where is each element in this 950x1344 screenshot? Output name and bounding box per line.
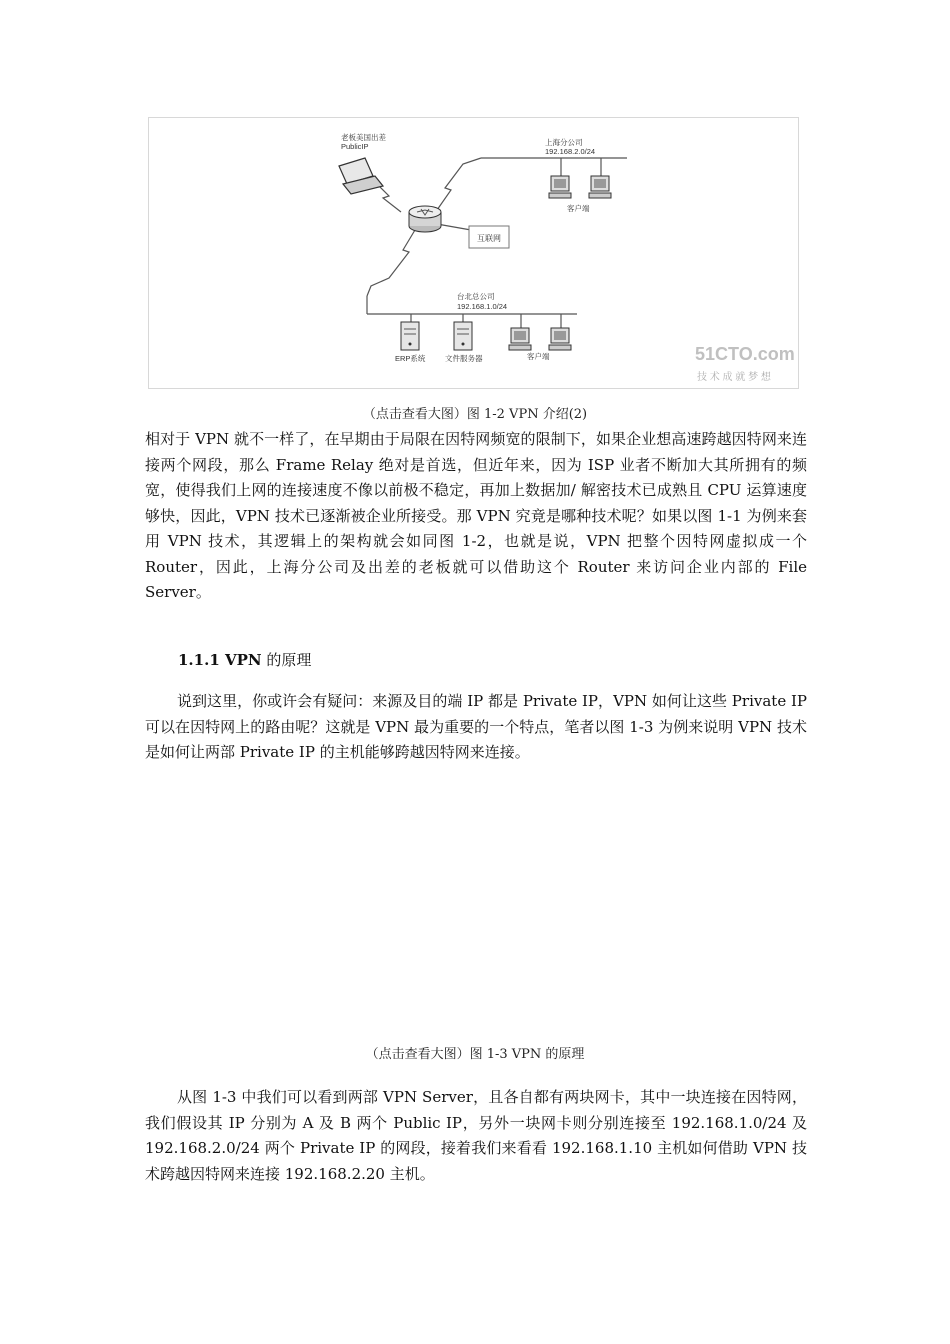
watermark-main: 51CTO.com (695, 344, 795, 364)
shanghai-link (437, 158, 481, 210)
vpn-diagram (149, 118, 800, 390)
internet-label: 互联网 (477, 234, 501, 243)
laptop-icon (339, 158, 383, 194)
shanghai-client-1-icon (549, 176, 571, 198)
taipei-label: 台北总公司 (457, 292, 495, 301)
boss-label: 老板美国出差 (341, 133, 386, 142)
shanghai-label: 上海分公司 (545, 138, 583, 147)
public-ip-label: PublicIP (341, 142, 369, 151)
router-icon (409, 206, 441, 232)
taipei-link (367, 230, 415, 296)
section-number: 1.1.1 VPN (178, 651, 262, 669)
taipei-net-label: 192.168.1.0/24 (457, 302, 508, 311)
section-heading (178, 649, 311, 670)
vpn-diagram-figure[interactable] (148, 117, 799, 389)
paragraph-vpn-example: 从图 1-3 中我们可以看到两部 VPN Server，且各自都有两块网卡，其中一块连接在因特网，我们假设其 IP 分别为 A 及 B 两个 Public IP，另外一块网卡则分别连接至 192.168.1.0/24 及 192.168.2.0/24 两个 Private IP 的网段，接着我们来看看 192.168.1.10 主机如何借助 VPN 技术跨越因特网来连接 192.168.2.20 主机。 (145, 1088, 807, 1183)
erp-server-icon (401, 322, 419, 350)
shanghai-client-label: 客户端 (567, 204, 590, 213)
laptop-link (377, 184, 401, 212)
erp-label: ERP系统 (395, 354, 426, 363)
shanghai-net-label: 192.168.2.0/24 (545, 147, 596, 156)
taipei-client-1-icon (509, 328, 531, 350)
file-server-label: 文件服务器 (445, 354, 483, 363)
site-watermark-logo (695, 344, 795, 383)
shanghai-client-2-icon (589, 176, 611, 198)
watermark-sub: 技 术 成 就 梦 想 (697, 372, 771, 383)
taipei-client-label: 客户端 (527, 352, 550, 361)
section-title: 的原理 (261, 651, 312, 669)
figure-1-3-caption[interactable]: （点击查看大图）图 1-3 VPN 的原理 (365, 1047, 585, 1062)
paragraph-vpn-intro: 相对于 VPN 就不一样了，在早期由于局限在因特网频宽的限制下，如果企业想高速跨越因特网来连接两个网段，那么 Frame Relay 绝对是首选，但近年来，因为 ISP 业者不断加大其所拥有的频宽，使得我们上网的连接速度不像以前极不稳定，再加上数据加/ 解密技术已成熟且 CPU 运算速度够快，因此，VPN 技术已逐渐被企业所接受。那 VPN 究竟是哪种技术呢？如果以图 1-1 为例来套用 VPN 技术，其逻辑上的架构就会如同图 1-2，也就是说，VPN 把整个因特网虚拟成一个 Router，因此，上海分公司及出差的老板就可以借助这个 Router 来访问企业内部的 File Server。 (145, 430, 807, 601)
taipei-client-2-icon (549, 328, 571, 350)
paragraph-vpn-principle: 说到这里，你或许会有疑问：来源及目的端 IP 都是 Private IP，VPN 如何让这些 Private IP 可以在因特网上的路由呢？这就是 VPN 最为重要的一个特点，笔者以图 1-3 为例来说明 VPN 技术是如何让两部 Private IP 的主机能够跨越因特网来连接。 (145, 692, 807, 761)
file-server-icon (454, 322, 472, 350)
figure-1-2-caption[interactable]: （点击查看大图）图 1-2 VPN 介绍(2) (362, 407, 588, 422)
internet-label-box (469, 226, 509, 248)
